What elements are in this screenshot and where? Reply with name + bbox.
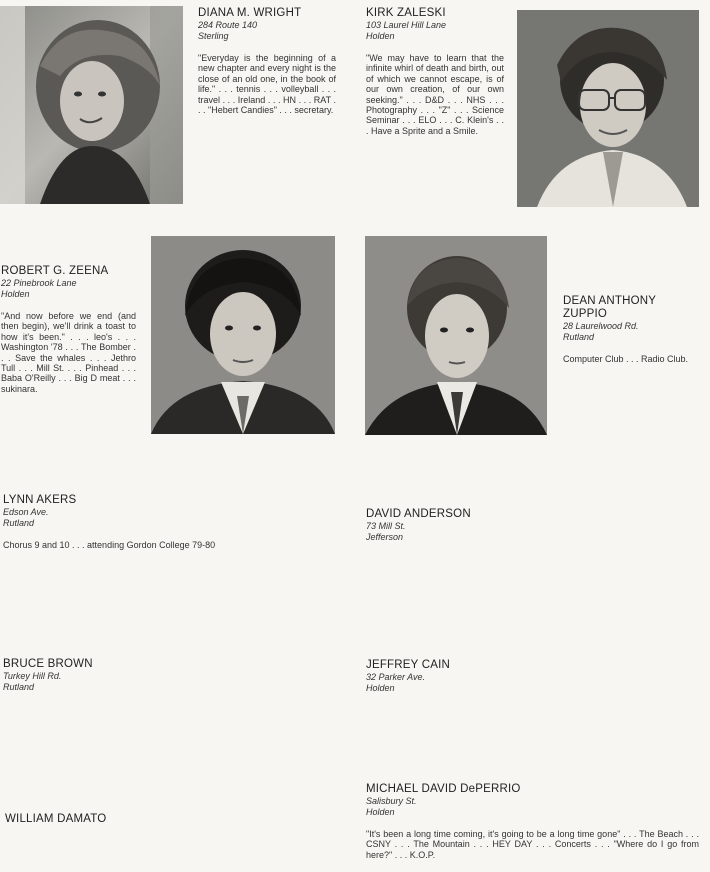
- address-town: Holden: [366, 807, 395, 817]
- address-town: Rutland: [563, 332, 595, 342]
- address-line: 28 Laurelwood Rd.: [563, 321, 639, 331]
- senior-quote: "Everyday is the beginning of a new chapter and every night is the close of an old one, in the book of life." . . . tennis . . . volleyball . . . travel . . . Ireland . . . HN . . . RAT . . . "Hebert Candies" . . . secretary.: [198, 53, 336, 116]
- address-town: Holden: [1, 289, 30, 299]
- address-line: Edson Ave.: [3, 507, 49, 517]
- student-name: MICHAEL DAVID DePERRIO: [366, 783, 521, 795]
- entry-michael-deperrio: [366, 783, 699, 860]
- entry-diana-wright: [198, 7, 336, 115]
- address-town: Sterling: [198, 31, 229, 41]
- address-line: 284 Route 140: [198, 20, 258, 30]
- student-name: BRUCE BROWN: [3, 658, 93, 670]
- address-line: 73 Mill St.: [366, 521, 406, 531]
- portrait-photo-dean-zuppio: [365, 236, 547, 435]
- address-town: Holden: [366, 31, 395, 41]
- student-name: DEAN ANTHONY ZUPPIO: [563, 295, 656, 320]
- portrait-photo-kirk-zaleski: [517, 10, 699, 207]
- address-line: Turkey Hill Rd.: [3, 671, 62, 681]
- entry-dean-zuppio: [563, 295, 699, 364]
- student-name: KIRK ZALESKI: [366, 7, 446, 19]
- student-name: ROBERT G. ZEENA: [1, 265, 109, 277]
- address-line: 103 Laurel Hill Lane: [366, 20, 447, 30]
- entry-jeffrey-cain: [366, 659, 566, 694]
- address-town: Rutland: [3, 518, 35, 528]
- address-town: Rutland: [3, 682, 35, 692]
- address-line: Salisbury St.: [366, 796, 417, 806]
- entry-bruce-brown: [3, 658, 203, 693]
- entry-william-damato: [5, 813, 205, 826]
- entry-lynn-akers: [3, 494, 303, 550]
- address-line: 22 Pinebrook Lane: [1, 278, 77, 288]
- student-name: LYNN AKERS: [3, 494, 77, 506]
- senior-quote: Computer Club . . . Radio Club.: [563, 354, 689, 364]
- portrait-photo-robert-zeena: [151, 236, 335, 434]
- address-town: Holden: [366, 683, 395, 693]
- address-line: 32 Parker Ave.: [366, 672, 426, 682]
- entry-kirk-zaleski: [366, 7, 504, 136]
- student-name: JEFFREY CAIN: [366, 659, 450, 671]
- senior-quote: "And now before we end (and then begin), we'll drink a toast to how it's been." . . . leo's . . . Washington '78 . . . The Bomber . . . Save the whales . . . Jethro Tull . . . Mill St. . . . Pinhead . . . Baba O'Reilly . . . Big D meat . . . sukinara.: [1, 311, 136, 394]
- senior-quote: Chorus 9 and 10 . . . attending Gordon College 79-80: [3, 540, 216, 550]
- student-name: WILLIAM DAMATO: [5, 813, 107, 825]
- senior-quote: "We may have to learn that the infinite whirl of death and birth, out of which we cannot escape, is of our own creation, of our own seeking." . . . D&D . . . NHS . . . Photography . . . "Z" . . . Science Seminar . . . ELO . . . C. Klein's . . . Have a Sprite and a Smile.: [366, 53, 504, 136]
- address-town: Jefferson: [366, 532, 404, 542]
- entry-david-anderson: [366, 508, 566, 543]
- student-name: DAVID ANDERSON: [366, 508, 471, 520]
- senior-quote: "It's been a long time coming, it's going to be a long time gone" . . . The Beach . . . CSNY . . . The Mountain . . . HEY DAY . . . Concerts . . . "Where do I go from here?" . . . K.O.P.: [366, 829, 699, 860]
- entry-robert-zeena: [1, 265, 136, 394]
- portrait-photo-diana-wright: [0, 6, 183, 204]
- student-name: DIANA M. WRIGHT: [198, 7, 302, 19]
